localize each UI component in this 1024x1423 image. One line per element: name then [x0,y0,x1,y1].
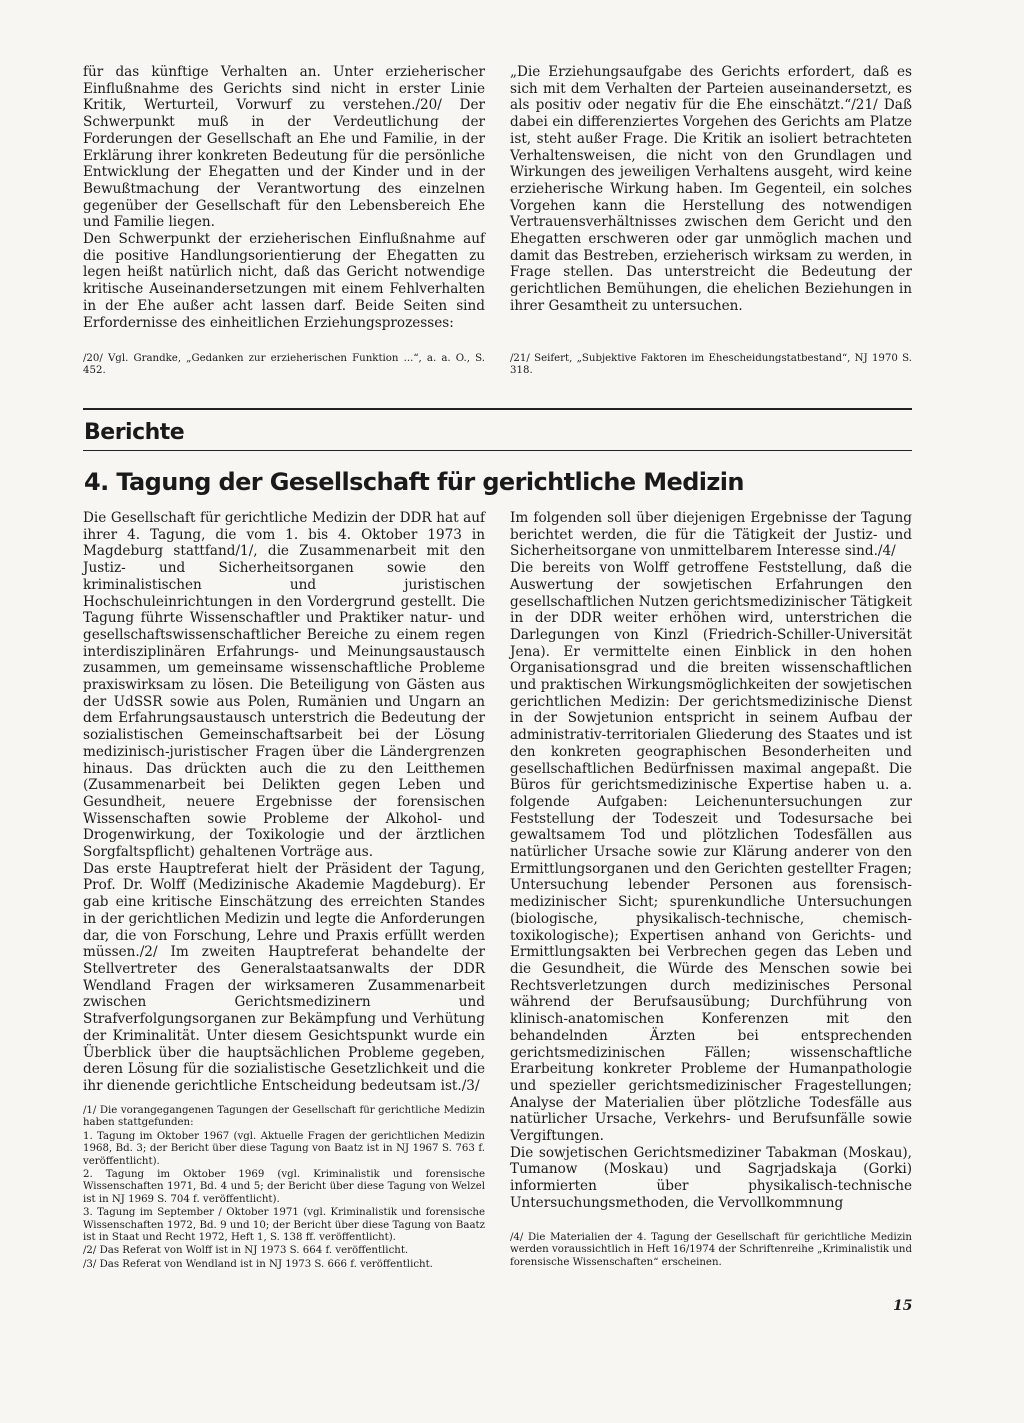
paragraph: Die sowjetischen Gerichtsmediziner Tabakman (Moskau), Tumanow (Moskau) und Sagrjadskaja (Gorki) informierten über physikalisch-technische Untersuchungsmethoden, die Vervollkommnung [510,1144,912,1211]
footnote-text: /4/ Die Materialien der 4. Tagung der Gesellschaft für gerichtliche Medizin werden voraussichtlich in Heft 16/1974 der Schriftenreihe „Kriminalistik und forensische Wissenschaften“ erscheinen. [510,1232,912,1268]
paragraph: Die Gesellschaft für gerichtliche Medizin der DDR hat auf ihrer 4. Tagung, die vom 1. bis 4. Oktober 1973 in Magdeburg stattfand/1/, die Zusammenarbeit mit den Justiz- und Sicherheitsorganen sowie den kriminalistischen und juristischen Hochschuleinrichtungen in den Vordergrund gestellt. Die Tagung führte Wissenschaftler und Praktiker natur- und gesellschaftswissenschaftlicher Bereiche zu einem regen interdisziplinären Erfahrungs- und Meinungsaustausch zusammen, um gemeinsame wissenschaftliche Probleme praxiswirksam zu lösen. Die Beteiligung von Gästen aus der UdSSR sowie aus Polen, Rumänien und Ungarn an dem Erfahrungsaustausch unterstrich die Bedeutung der sozialistischen Gemeinschaftsarbeit bei der Lösung medizinisch-juristischer Fragen über die Ländergrenzen hinaus. Das drückten auch die zu den Leitthemen (Zusammenarbeit bei Delikten gegen Leben und Gesundheit, neuere Ergebnisse der forensischen Wissenschaften sowie Probleme der Alkohol- und Drogenwirkung, der Toxikologie und der ärztlichen Sorgfaltspflicht) gehaltenen Vorträge aus. [83,510,485,861]
paragraph: Im folgenden soll über diejenigen Ergebnisse der Tagung berichtet werden, die für die Tätigkeit der Justiz- und Sicherheitsorgane von unmittelbarem Interesse sind./4/ [510,510,912,560]
footnote-text: 1. Tagung im Oktober 1967 (vgl. Aktuelle Fragen der gerichtlichen Medizin 1968, Bd. 3; der Bericht über diese Tagung von Baatz ist in NJ 1967 S. 763 f. veröffentlicht). [83,1130,485,1167]
paragraph: Die bereits von Wolff getroffene Feststellung, daß die Auswertung der sowjetischen Erfahrungen den gesellschaftlichen Nutzen gerichtsmedizinischer Tätigkeit in der DDR weiter erhöhen wird, unterstrichen die Darlegungen von Kinzl (Friedrich-Schiller-Universität Jena). Er vermittelte einen Einblick in den hohen Organisationsgrad und die breiten wissenschaftlichen und praktischen Wirkungsmöglichkeiten der sowjetischen gerichtlichen Medizin: Der gerichtsmedizinische Dienst in der Sowjetunion entspricht in seinem Aufbau der administrativ-territorialen Gliederung des Staates und ist den konkreten geographischen Besonderheiten und gesellschaftlichen Bedürfnissen maximal angepaßt. Die Büros für gerichtsmedizinische Expertise haben u. a. folgende Aufgaben: Leichenuntersuchungen zur Feststellung der Todeszeit und Todesursache bei gewaltsamem Tod und plötzlichen Todesfällen aus natürlicher Ursache sowie zur Klärung anderer von den Ermittlungsorganen und den Gerichten gestellter Fragen; Untersuchung lebender Personen aus forensisch-medizinischer Sicht; spurenkundliche Untersuchungen (biologische, physikalisch-technische, chemisch-toxikologische); Expertisen anhand von Gerichts- und Ermittlungsakten bei Verbrechen gegen das Leben und die Gesundheit, die Würde des Menschen sowie bei Rechtsverletzungen durch medizinisches Personal während der Berufsausübung; Durchführung von klinisch-anatomischen Konferenzen mit den behandelnden Ärzten bei entsprechenden gerichtsmedizinischen Fällen; wissenschaftliche Erarbeitung konkreter Probleme der Humanpathologie und spezieller gerichtsmedizinischer Fragestellungen; Analyse der Materialien über plötzliche Todesfälle aus natürlicher Ursache, Verkehrs- und Berufsunfälle sowie Vergiftungen. [510,560,912,1145]
article-left-column [83,510,485,1095]
section-label: Berichte [84,420,185,445]
article-title: 4. Tagung der Gesellschaft für gerichtliche Medizin [84,468,744,496]
section-divider [83,408,912,410]
footnote-text: /3/ Das Referat von Wendland ist in NJ 1973 S. 666 f. veröffentlicht. [83,1258,433,1270]
top-left-column [83,64,485,331]
article-right-column [510,510,912,1212]
footnote-text: /20/ Vgl. Grandke, „Gedanken zur erzieherischen Funktion ...“, a. a. O., S. 452. [83,353,485,377]
footnote-20 [83,353,485,379]
footnote-21 [510,353,912,379]
paragraph: für das künftige Verhalten an. Unter erzieherischer Einflußnahme des Gerichts sind nicht in erster Linie Kritik, Werturteil, Vorwurf zu verstehen./20/ Der Schwerpunkt muß in der Verdeutlichung der Forderungen der Gesellschaft an Ehe und Familie, in der Erklärung ihrer konkreten Bedeutung für die persönliche Entwicklung der Ehegatten und der Kinder und in der Bewußtmachung der Verantwortung des einzelnen gegenüber der Gesellschaft für den Lebensbereich Ehe und Familie liegen. [83,64,485,231]
footnote-text: 2. Tagung im Oktober 1969 (vgl. Kriminalistik und forensische Wissenschaften 1971, Bd. 4 und 5; der Bericht über diese Tagung von Welzel ist in NJ 1969 S. 704 f. veröffentlicht). [83,1169,485,1205]
top-right-column [510,64,912,315]
page-number: 15 [893,1298,913,1314]
footnote-text: 3. Tagung im September / Oktober 1971 (vgl. Kriminalistik und forensische Wissenschaften 1972, Bd. 9 und 10; der Bericht über diese Tagung von Baatz ist in Staat und Recht 1972, Heft 1, S. 138 ff. veröffentlicht). [83,1207,485,1244]
article-footnote-right [510,1232,912,1270]
footnote-text: /1/ Die vorangegangenen Tagungen der Gesellschaft für gerichtliche Medizin haben stattgefunden: [83,1105,485,1129]
paragraph: Das erste Hauptreferat hielt der Präsident der Tagung, Prof. Dr. Wolff (Medizinische Akademie Magdeburg). Er gab eine kritische Einschätzung des erreichten Standes in der gerichtlichen Medizin und legte die Anforderungen dar, die von Forschung, Lehre und Praxis erfüllt werden müssen./2/ Im zweiten Hauptreferat behandelte der Stellvertreter des Generalstaatsanwalts der DDR Wendland Fragen der wirksameren Zusammenarbeit zwischen Gerichtsmedizinern und Strafverfolgungsorganen zur Bekämpfung und Verhütung der Kriminalität. Unter diesem Gesichtspunkt wurde ein Überblick über die hauptsächlichen Probleme gegeben, deren Lösung für die sozialistische Gesetzlichkeit und die ihr dienende gerichtliche Entscheidung bedeutsam ist./3/ [83,860,485,1094]
title-divider [83,450,912,451]
paragraph: „Die Erziehungsaufgabe des Gerichts erfordert, daß es sich mit dem Verhalten der Parteien auseinandersetzt, es als positiv oder negativ für die Ehe einschätzt.“/21/ Daß dabei ein differenziertes Vorgehen des Gerichts am Platze ist, steht außer Frage. Die Kritik an isoliert betrachteten Verhaltensweisen, die nicht von den Grundlagen und Wirkungen des jeweiligen Verhaltens ausgeht, wird keine erzieherische Wirkung haben. Im Gegenteil, ein solches Vorgehen kann die Herstellung des notwendigen Vertrauensverhältnisses zwischen dem Gericht und den Ehegatten erschweren oder gar unmöglich machen und damit das Bestreben, erzieherisch wirksam zu werden, in Frage stellen. Das unterstreicht die Bedeutung der gerichtlichen Bemühungen, die ehelichen Beziehungen in ihrer Gesamtheit zu untersuchen. [510,64,912,314]
footnote-text: /21/ Seifert, „Subjektive Faktoren im Ehescheidungstatbestand“, NJ 1970 S. 318. [510,353,912,377]
article-footnotes-left [83,1105,485,1272]
paragraph: Den Schwerpunkt der erzieherischen Einflußnahme auf die positive Handlungsorientierung der Ehegatten zu legen heißt natürlich nicht, daß das Gericht notwendige kritische Auseinandersetzungen mit einem Fehlverhalten in der Ehe außer acht lassen darf. Beide Seiten sind Erfordernisse des einheitlichen Erziehungsprozesses: [83,231,485,331]
footnote-text: /2/ Das Referat von Wolff ist in NJ 1973 S. 664 f. veröffentlicht. [83,1245,409,1257]
